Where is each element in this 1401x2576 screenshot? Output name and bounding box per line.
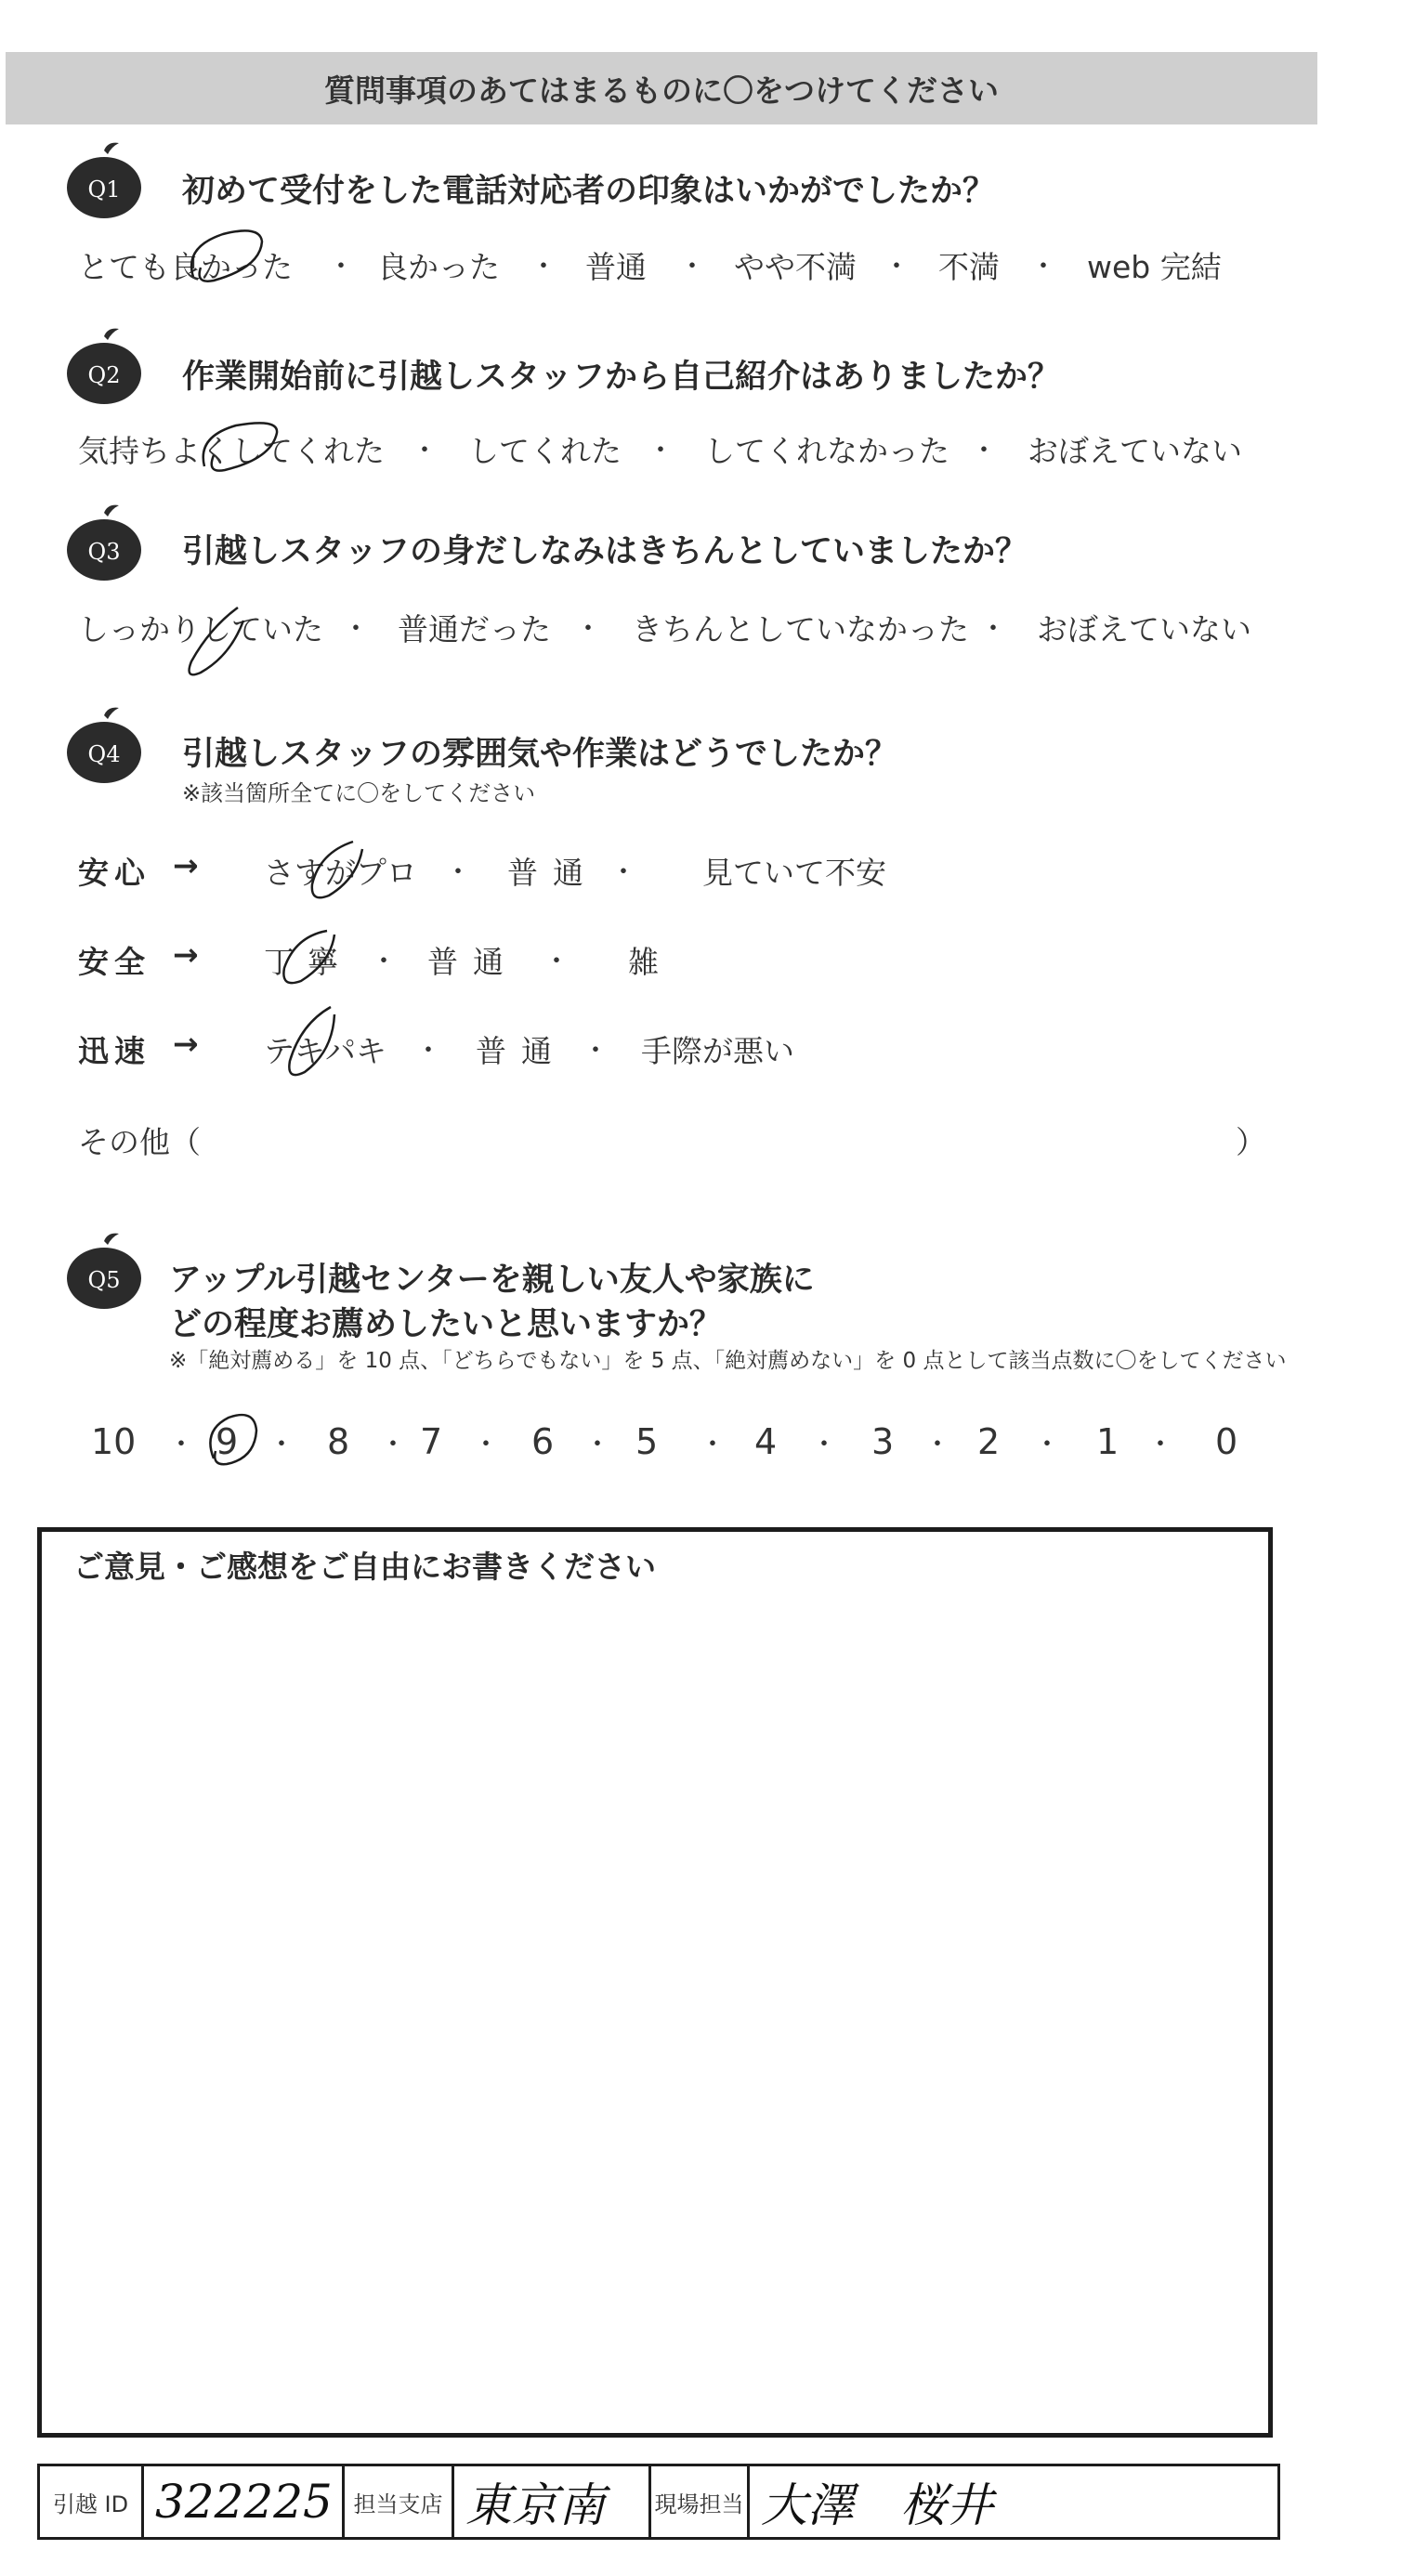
arrow-right-icon: → [173,936,204,973]
separator-dot: ・ [970,435,998,467]
separator-dot: ・ [370,946,398,978]
separator-dot: ・ [979,613,1007,646]
score-10[interactable]: 10 [91,1421,137,1462]
q2-option-2[interactable]: してくれた [468,433,622,469]
separator-dot: ・ [583,1429,611,1461]
q1-option-3[interactable]: 普通 [585,249,647,285]
q5-title-line1: アップル引越センターを親しい友人や家族に [169,1262,815,1299]
q4-anzen-option-2[interactable]: 普通 [427,944,518,980]
q4-other-close: ） [1236,1124,1266,1160]
q2-option-4[interactable]: おぼえていない [1028,433,1242,469]
separator-dot: ・ [1029,251,1057,283]
q3-option-2[interactable]: 普通だった [398,611,551,647]
q4-row-label-anshin: 安心 [78,855,151,891]
branch-value[interactable]: 東京南 [454,2466,651,2537]
q4-jinsoku-option-3[interactable]: 手際が悪い [641,1033,794,1069]
q4-anshin-option-2[interactable]: 普通 [507,855,598,891]
q3-badge-text: Q3 [87,539,121,565]
separator-dot: ・ [1033,1429,1061,1461]
q4-jinsoku-option-2[interactable]: 普通 [476,1033,567,1069]
arrow-right-icon: → [173,847,204,883]
form-header [6,52,1317,124]
separator-dot: ・ [923,1429,951,1461]
q4-anshin-option-3[interactable]: 見ていて不安 [702,855,886,891]
separator-dot: ・ [411,435,439,467]
separator-dot: ・ [810,1429,838,1461]
score-1[interactable]: 1 [1096,1421,1119,1462]
q3-option-1[interactable]: しっかりしていた [78,611,323,647]
q4-other-label: その他（ [78,1124,201,1160]
q4-title: 引越しスタッフの雰囲気や作業はどうでしたか？ [182,736,898,773]
separator-dot: ・ [574,613,602,646]
q1-option-5[interactable]: 不満 [938,249,1000,285]
q3-option-3[interactable]: きちんとしていなかった [632,611,969,647]
score-6[interactable]: 6 [531,1421,555,1462]
form-header-title: 質問事項のあてはまるものに〇をつけてください [324,72,999,109]
q5-note: ※「絶対薦める」を 10 点、「どちらでもない」を 5 点、「絶対薦めない」を 0 点として該当点数に〇をしてください [169,1349,1287,1373]
q4-jinsoku-option-1[interactable]: テキパキ [264,1033,386,1069]
separator-dot: ・ [472,1429,500,1461]
separator-dot: ・ [678,251,706,283]
score-9[interactable]: 9 [216,1421,239,1462]
q4-other-field[interactable] [214,1115,1226,1157]
separator-dot: ・ [268,1429,295,1461]
separator-dot: ・ [699,1429,727,1461]
q1-option-1[interactable]: とても良かった [78,249,293,285]
q4-note: ※該当箇所全てに〇をしてください [182,780,536,806]
q3-option-4[interactable]: おぼえていない [1037,611,1251,647]
staff-label: 現場担当 [651,2466,750,2537]
q4-anzen-option-1[interactable]: 丁寧 [264,944,351,980]
q1-option-6[interactable]: web 完結 [1087,249,1222,285]
separator-dot: ・ [530,251,557,283]
separator-dot: ・ [379,1429,407,1461]
score-5[interactable]: 5 [635,1421,659,1462]
footer-table [37,2464,1280,2540]
q2-option-3[interactable]: してくれなかった [704,433,949,469]
separator-dot: ・ [883,251,910,283]
q5-badge-icon [61,1232,147,1312]
separator-dot: ・ [609,856,637,889]
q1-badge-text: Q1 [87,177,121,203]
score-0[interactable]: 0 [1215,1421,1238,1462]
q1-option-4[interactable]: やや不満 [734,249,857,285]
comments-title: ご意見・ご感想をご自由にお書きください [73,1549,656,1585]
staff-value[interactable]: 大澤 桜井 [761,2478,993,2532]
move-id-label: 引越 ID [40,2466,144,2537]
q4-row-label-jinsoku: 迅速 [78,1033,151,1069]
q3-title: 引越しスタッフの身だしなみはきちんとしていましたか？ [182,533,1028,570]
separator-dot: ・ [647,435,674,467]
comments-box[interactable] [37,1527,1273,2438]
q4-badge-text: Q4 [87,741,121,767]
move-id-value[interactable]: 322225 [144,2466,345,2537]
separator-dot: ・ [167,1429,195,1461]
q4-badge-icon [61,706,147,786]
branch-label: 担当支店 [345,2466,454,2537]
separator-dot: ・ [543,946,570,978]
score-3[interactable]: 3 [871,1421,895,1462]
score-4[interactable]: 4 [754,1421,778,1462]
score-8[interactable]: 8 [327,1421,350,1462]
arrow-right-icon: → [173,1026,204,1062]
q1-title: 初めて受付をした電話対応者の印象はいかがでしたか？ [182,173,996,210]
score-7[interactable]: 7 [420,1421,443,1462]
separator-dot: ・ [414,1035,442,1067]
q4-anshin-option-1[interactable]: さすがプロ [264,855,417,891]
separator-dot: ・ [582,1035,609,1067]
q2-option-1[interactable]: 気持ちよくしてくれた [78,433,385,469]
q4-row-label-anzen: 安全 [78,944,151,980]
separator-dot: ・ [1146,1429,1174,1461]
q4-anzen-option-3[interactable]: 雑 [628,944,659,980]
q5-badge-text: Q5 [87,1267,121,1293]
q1-option-2[interactable]: 良かった [377,249,500,285]
q2-badge-icon [61,327,147,407]
separator-dot: ・ [342,613,370,646]
q3-badge-icon [61,503,147,583]
separator-dot: ・ [327,251,355,283]
q2-badge-text: Q2 [87,362,121,388]
q5-title-line2: どの程度お薦めしたいと思いますか？ [169,1306,723,1343]
q2-title: 作業開始前に引越しスタッフから自己紹介はありましたか？ [182,359,1061,396]
q1-badge-icon [61,141,147,221]
separator-dot: ・ [444,856,472,889]
score-2[interactable]: 2 [977,1421,1001,1462]
